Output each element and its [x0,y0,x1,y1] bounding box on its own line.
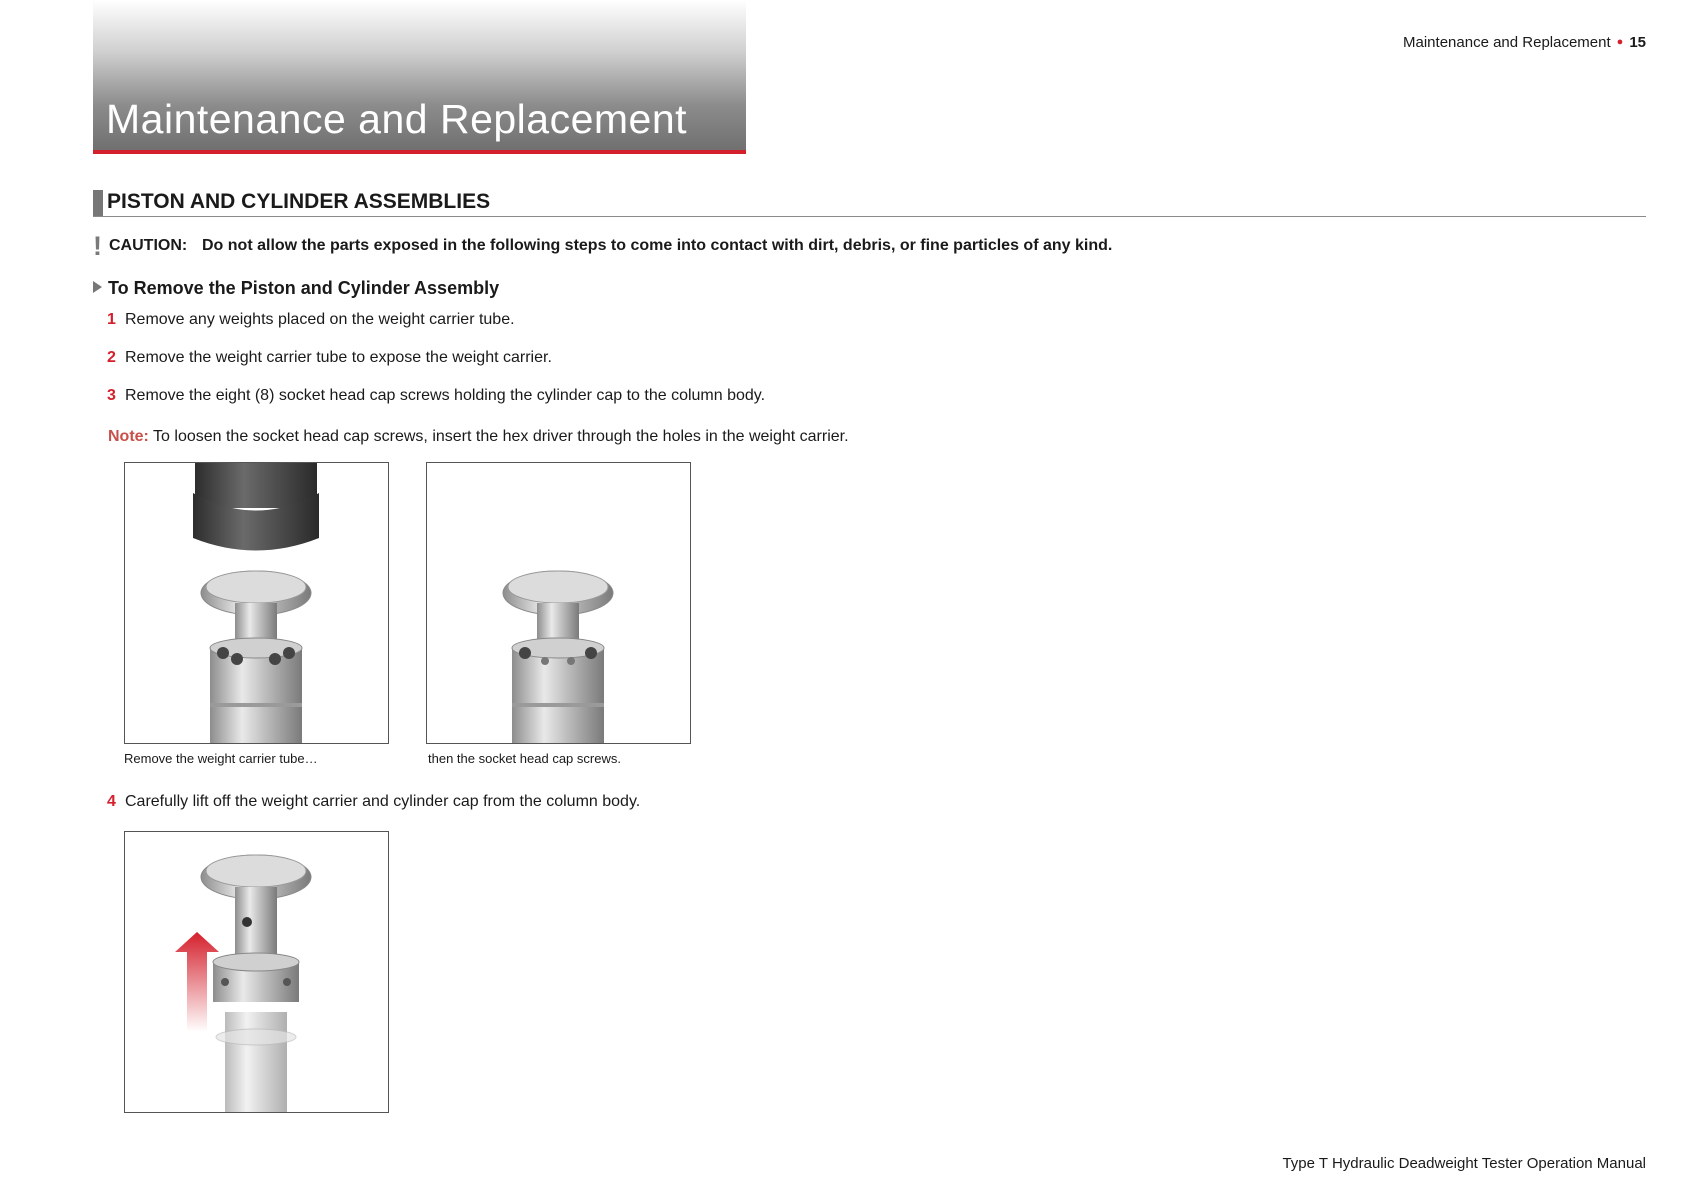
note-text: To loosen the socket head cap screws, insert the hex driver through the holes in the weight carrier. [153,428,849,445]
lift-weight-carrier-image [125,832,388,1112]
step-item [107,349,552,367]
chapter-title: Maintenance and Replacement [106,96,688,142]
running-head [1403,34,1646,51]
page-number: 15 [1629,34,1646,51]
procedure-heading [93,278,499,299]
section-heading [93,190,1646,217]
figure-caption: then the socket head cap screws. [428,751,621,766]
section-title: PISTON AND CYLINDER ASSEMBLIES [107,190,491,213]
figure-caption: Remove the weight carrier tube… [124,751,318,766]
figure-photo-carrier-tube [124,462,389,744]
procedure-title: To Remove the Piston and Cylinder Assembly [108,278,500,298]
note-label: Note: [108,428,149,445]
triangle-right-icon [93,281,102,293]
piston-cap-screws-image [427,463,690,743]
exclamation-icon: ! [93,231,102,261]
section-marker-bar [93,190,103,216]
step-text: Carefully lift off the weight carrier and cylinder cap from the column body. [125,793,641,810]
piston-with-tube-image [125,463,388,743]
step-number: 1 [107,311,116,328]
note [108,428,849,446]
step-number: 4 [107,793,116,810]
caution-label: CAUTION: [109,237,188,254]
step-text: Remove any weights placed on the weight carrier tube. [125,311,515,328]
bullet-dot-icon: ● [1616,36,1624,48]
step-item [107,387,765,405]
caution-text: Do not allow the parts exposed in the following steps to come into contact with dirt, debris, or fine particles of any kind. [202,237,1113,254]
running-head-section: Maintenance and Replacement [1403,34,1611,51]
figure-photo-cap-screws [426,462,691,744]
document-footer: Type T Hydraulic Deadweight Tester Operation Manual [1282,1155,1646,1172]
chapter-banner [93,0,746,154]
figure-photo-lift-carrier [124,831,389,1113]
step-item [107,793,640,811]
step-item [107,311,515,329]
step-number: 2 [107,349,116,366]
step-text: Remove the weight carrier tube to expose the weight carrier. [125,349,552,366]
step-text: Remove the eight (8) socket head cap screws holding the cylinder cap to the column body. [125,387,766,404]
step-number: 3 [107,387,116,404]
